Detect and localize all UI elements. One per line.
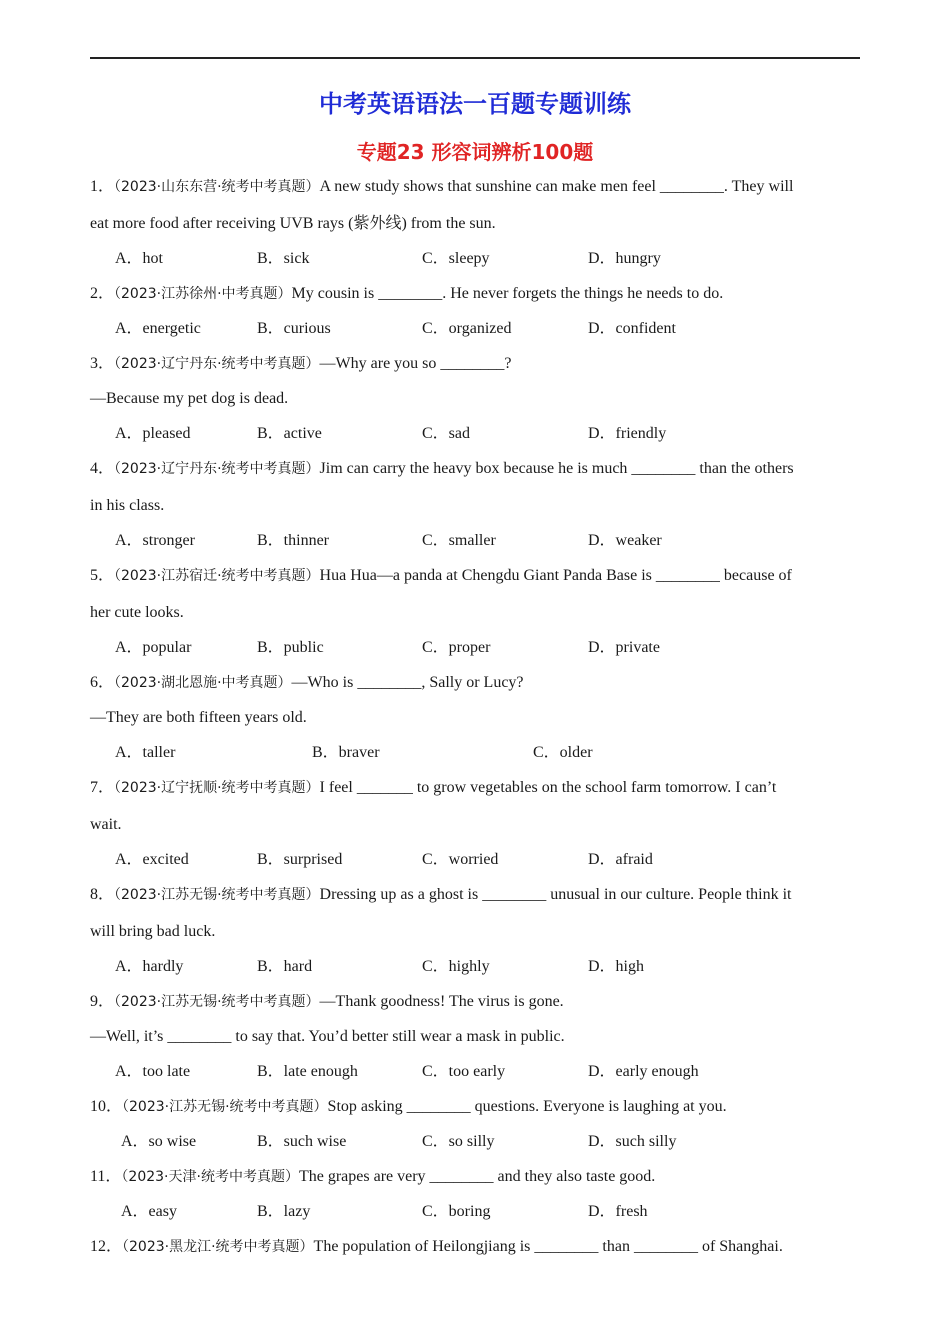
answer-option: D．afraid [588, 851, 653, 868]
answer-option: C．highly [422, 958, 490, 975]
question-source: （2023·辽宁抚顺·统考中考真题） [114, 780, 320, 796]
question-number: 5． [90, 567, 115, 584]
answer-option: C．organized [422, 320, 512, 337]
answer-option: C．sad [422, 425, 471, 442]
answer-option: C．boring [422, 1203, 491, 1220]
question-source: （2023·江苏徐州·中考真题） [114, 286, 292, 302]
question-source: （2023·辽宁丹东·统考中考真题） [114, 356, 320, 372]
question-stem [90, 284, 865, 304]
question-stem [90, 673, 865, 693]
question-source: （2023·江苏宿迁·统考中考真题） [114, 568, 320, 584]
question-text: My cousin is ________. He never forgets the things he needs to do. [291, 285, 724, 302]
question-number: 2． [90, 285, 115, 302]
answer-option: D．such silly [588, 1133, 677, 1150]
question-stem [90, 1097, 865, 1117]
question-source: （2023·天津·统考中考真题） [121, 1169, 299, 1185]
question-source: （2023·山东东营·统考中考真题） [114, 179, 320, 195]
answer-option: D．high [588, 958, 645, 975]
answer-option: A．easy [121, 1203, 177, 1220]
answer-option: B．curious [257, 320, 331, 337]
question-source: （2023·黑龙江·统考中考真题） [122, 1239, 314, 1255]
question-source: （2023·江苏无锡·统考中考真题） [114, 887, 320, 903]
question-stem [90, 354, 865, 374]
question-text: Stop asking ________ questions. Everyone is laughing at you. [327, 1098, 727, 1115]
answer-option: C．worried [422, 851, 499, 868]
question-continuation: eat more food after receiving UVB rays (紫外线) from the sun. [90, 215, 496, 232]
question-stem [90, 778, 865, 798]
question-text: —Why are you so ________? [319, 355, 512, 372]
answer-option: A．so wise [121, 1133, 197, 1150]
answer-option: A．pleased [115, 425, 191, 442]
answer-option: A．excited [115, 851, 189, 868]
answer-option: C．sleepy [422, 250, 490, 267]
answer-option: A．hot [115, 250, 164, 267]
question-stem [90, 992, 865, 1012]
answer-option: D．weaker [588, 532, 662, 549]
answer-option: D．hungry [588, 250, 661, 267]
question-number: 4． [90, 460, 115, 477]
answer-option: B．lazy [257, 1203, 311, 1220]
header-rule [90, 57, 860, 59]
answer-option: C．smaller [422, 532, 496, 549]
question-source: （2023·江苏无锡·统考中考真题） [122, 1099, 328, 1115]
question-stem [90, 1167, 865, 1187]
answer-option: C．so silly [422, 1133, 495, 1150]
answer-option: A．stronger [115, 532, 195, 549]
answer-option: B．sick [257, 250, 310, 267]
question-text: —Thank goodness! The virus is gone. [319, 993, 564, 1010]
answer-option: D．private [588, 639, 660, 656]
answer-option: C．older [533, 744, 593, 761]
question-text: A new study shows that sunshine can make men feel ________. They will [319, 178, 794, 195]
answer-option: D．friendly [588, 425, 667, 442]
question-continuation: wait. [90, 816, 122, 833]
answer-option: A．hardly [115, 958, 184, 975]
answer-option: A．popular [115, 639, 192, 656]
question-number: 1． [90, 178, 115, 195]
question-number: 7． [90, 779, 115, 796]
answer-option: B．late enough [257, 1063, 358, 1080]
answer-option: A．taller [115, 744, 176, 761]
question-continuation: —Well, it’s ________ to say that. You’d better still wear a mask in public. [90, 1028, 565, 1045]
answer-option: C．too early [422, 1063, 506, 1080]
question-source: （2023·辽宁丹东·统考中考真题） [114, 461, 320, 477]
question-number: 9． [90, 993, 115, 1010]
answer-option: A．energetic [115, 320, 201, 337]
answer-option: B．such wise [257, 1133, 347, 1150]
answer-option: B．braver [312, 744, 380, 761]
question-source: （2023·湖北恩施·中考真题） [114, 675, 292, 691]
page-subtitle: 专题23 形容词辨析100题 [356, 140, 594, 164]
question-text: Dressing up as a ghost is ________ unusual in our culture. People think it [319, 886, 792, 903]
question-text: —Who is ________, Sally or Lucy? [291, 674, 524, 691]
question-stem [90, 885, 865, 905]
question-stem [90, 1237, 865, 1257]
question-text: Jim can carry the heavy box because he is much ________ than the others [319, 460, 794, 477]
answer-option: C．proper [422, 639, 491, 656]
question-number: 6． [90, 674, 115, 691]
question-text: The grapes are very ________ and they also taste good. [298, 1168, 656, 1185]
question-number: 12． [90, 1238, 123, 1255]
question-continuation: —They are both fifteen years old. [90, 709, 307, 726]
question-number: 8． [90, 886, 115, 903]
answer-option: B．surprised [257, 851, 343, 868]
question-number: 3． [90, 355, 115, 372]
question-number: 11． [90, 1168, 122, 1185]
question-stem [90, 177, 865, 197]
question-text: The population of Heilongjiang is ________ than ________ of Shanghai. [313, 1238, 783, 1255]
question-continuation: in his class. [90, 497, 165, 514]
answer-option: B．public [257, 639, 324, 656]
question-stem [90, 459, 865, 479]
question-text: I feel _______ to grow vegetables on the school farm tomorrow. I can’t [319, 779, 777, 796]
question-text: Hua Hua—a panda at Chengdu Giant Panda Base is ________ because of [319, 567, 792, 584]
answer-option: A．too late [115, 1063, 191, 1080]
question-number: 10． [90, 1098, 123, 1115]
answer-option: D．early enough [588, 1063, 699, 1080]
answer-option: B．thinner [257, 532, 329, 549]
question-stem [90, 566, 865, 586]
answer-option: D．confident [588, 320, 676, 337]
question-continuation: her cute looks. [90, 604, 184, 621]
page-title: 中考英语语法一百题专题训练 [319, 90, 631, 118]
answer-option: D．fresh [588, 1203, 648, 1220]
answer-option: B．active [257, 425, 322, 442]
answer-option: B．hard [257, 958, 313, 975]
question-continuation: —Because my pet dog is dead. [90, 390, 289, 407]
question-continuation: will bring bad luck. [90, 923, 216, 940]
question-source: （2023·江苏无锡·统考中考真题） [114, 994, 320, 1010]
